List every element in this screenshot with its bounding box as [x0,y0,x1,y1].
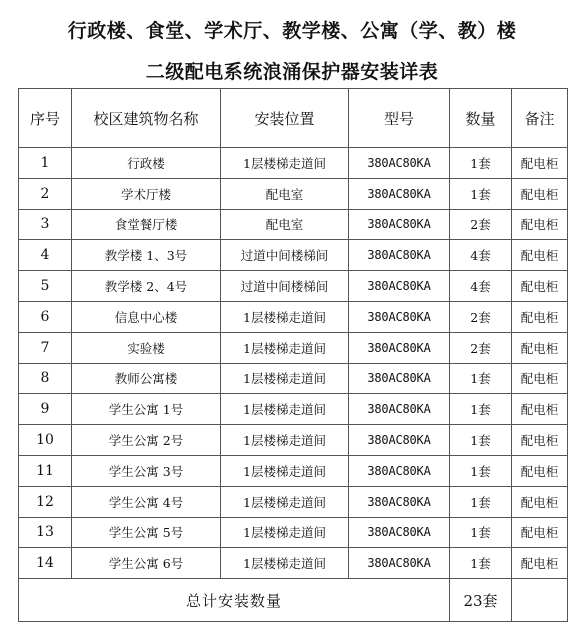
header-no: 序号 [19,89,72,148]
cell-building-name: 学生公寓 4号 [72,486,221,517]
cell-note: 配电柜 [512,394,568,425]
cell-note: 配电柜 [512,363,568,394]
cell-model: 380AC80KA [349,332,450,363]
cell-no: 12 [19,486,72,517]
table-row [19,332,568,363]
cell-model: 380AC80KA [349,178,450,209]
cell-model: 380AC80KA [349,148,450,179]
cell-note: 配电柜 [512,148,568,179]
table-row [19,271,568,302]
table-row [19,148,568,179]
cell-quantity: 1套 [450,517,512,548]
cell-quantity: 1套 [450,178,512,209]
cell-quantity: 1套 [450,148,512,179]
cell-note: 配电柜 [512,178,568,209]
cell-location: 1层楼梯走道间 [221,517,349,548]
cell-location: 配电室 [221,209,349,240]
cell-location: 1层楼梯走道间 [221,486,349,517]
cell-quantity: 2套 [450,332,512,363]
cell-model: 380AC80KA [349,548,450,579]
cell-model: 380AC80KA [349,271,450,302]
cell-no: 4 [19,240,72,271]
cell-note: 配电柜 [512,425,568,456]
cell-no: 7 [19,332,72,363]
cell-note: 配电柜 [512,548,568,579]
cell-no: 14 [19,548,72,579]
cell-no: 9 [19,394,72,425]
cell-building-name: 教学楼 1、3号 [72,240,221,271]
header-note: 备注 [512,89,568,148]
table-row [19,486,568,517]
header-model: 型号 [349,89,450,148]
header-location: 安装位置 [221,89,349,148]
cell-quantity: 4套 [450,271,512,302]
cell-quantity: 1套 [450,548,512,579]
cell-building-name: 教师公寓楼 [72,363,221,394]
title-line-2: 二级配电系统浪涌保护器安装详表 [145,61,439,83]
table-header-row [19,89,568,148]
cell-location: 1层楼梯走道间 [221,301,349,332]
table-row [19,455,568,486]
total-note-empty [512,579,568,622]
cell-model: 380AC80KA [349,363,450,394]
header-quantity: 数量 [450,89,512,148]
title-line-1: 行政楼、食堂、学术厅、教学楼、公寓（学、教）楼 [67,20,517,42]
cell-building-name: 教学楼 2、4号 [72,271,221,302]
cell-model: 380AC80KA [349,425,450,456]
header-building-name: 校区建筑物名称 [72,89,221,148]
table-row [19,240,568,271]
cell-note: 配电柜 [512,332,568,363]
cell-location: 1层楼梯走道间 [221,455,349,486]
cell-note: 配电柜 [512,301,568,332]
cell-model: 380AC80KA [349,394,450,425]
table-body [19,148,568,579]
cell-note: 配电柜 [512,517,568,548]
table-row [19,394,568,425]
table-row [19,301,568,332]
cell-note: 配电柜 [512,240,568,271]
cell-location: 配电室 [221,178,349,209]
table-row [19,178,568,209]
cell-no: 6 [19,301,72,332]
cell-building-name: 实验楼 [72,332,221,363]
cell-no: 2 [19,178,72,209]
cell-model: 380AC80KA [349,209,450,240]
cell-location: 1层楼梯走道间 [221,363,349,394]
cell-model: 380AC80KA [349,517,450,548]
cell-model: 380AC80KA [349,486,450,517]
cell-building-name: 信息中心楼 [72,301,221,332]
cell-no: 1 [19,148,72,179]
total-row [19,579,568,622]
cell-location: 过道中间楼梯间 [221,271,349,302]
table-row [19,517,568,548]
table-row [19,209,568,240]
spd-install-table [18,88,568,622]
cell-quantity: 4套 [450,240,512,271]
cell-building-name: 学生公寓 1号 [72,394,221,425]
cell-no: 5 [19,271,72,302]
cell-quantity: 2套 [450,209,512,240]
total-label: 总计安装数量 [19,579,450,622]
cell-building-name: 学生公寓 6号 [72,548,221,579]
cell-no: 11 [19,455,72,486]
cell-note: 配电柜 [512,486,568,517]
cell-location: 1层楼梯走道间 [221,332,349,363]
table-row [19,425,568,456]
cell-quantity: 2套 [450,301,512,332]
cell-note: 配电柜 [512,271,568,302]
cell-quantity: 1套 [450,455,512,486]
cell-building-name: 食堂餐厅楼 [72,209,221,240]
cell-building-name: 学术厅楼 [72,178,221,209]
cell-quantity: 1套 [450,486,512,517]
cell-building-name: 学生公寓 5号 [72,517,221,548]
cell-note: 配电柜 [512,455,568,486]
table-row [19,548,568,579]
cell-location: 过道中间楼梯间 [221,240,349,271]
cell-model: 380AC80KA [349,301,450,332]
cell-location: 1层楼梯走道间 [221,548,349,579]
cell-quantity: 1套 [450,363,512,394]
cell-building-name: 学生公寓 2号 [72,425,221,456]
cell-building-name: 行政楼 [72,148,221,179]
cell-model: 380AC80KA [349,455,450,486]
cell-no: 3 [19,209,72,240]
cell-quantity: 1套 [450,425,512,456]
cell-no: 13 [19,517,72,548]
total-value: 23套 [450,579,512,622]
cell-note: 配电柜 [512,209,568,240]
cell-quantity: 1套 [450,394,512,425]
cell-model: 380AC80KA [349,240,450,271]
table-row [19,363,568,394]
cell-no: 8 [19,363,72,394]
cell-location: 1层楼梯走道间 [221,425,349,456]
cell-location: 1层楼梯走道间 [221,394,349,425]
cell-no: 10 [19,425,72,456]
cell-location: 1层楼梯走道间 [221,148,349,179]
cell-building-name: 学生公寓 3号 [72,455,221,486]
